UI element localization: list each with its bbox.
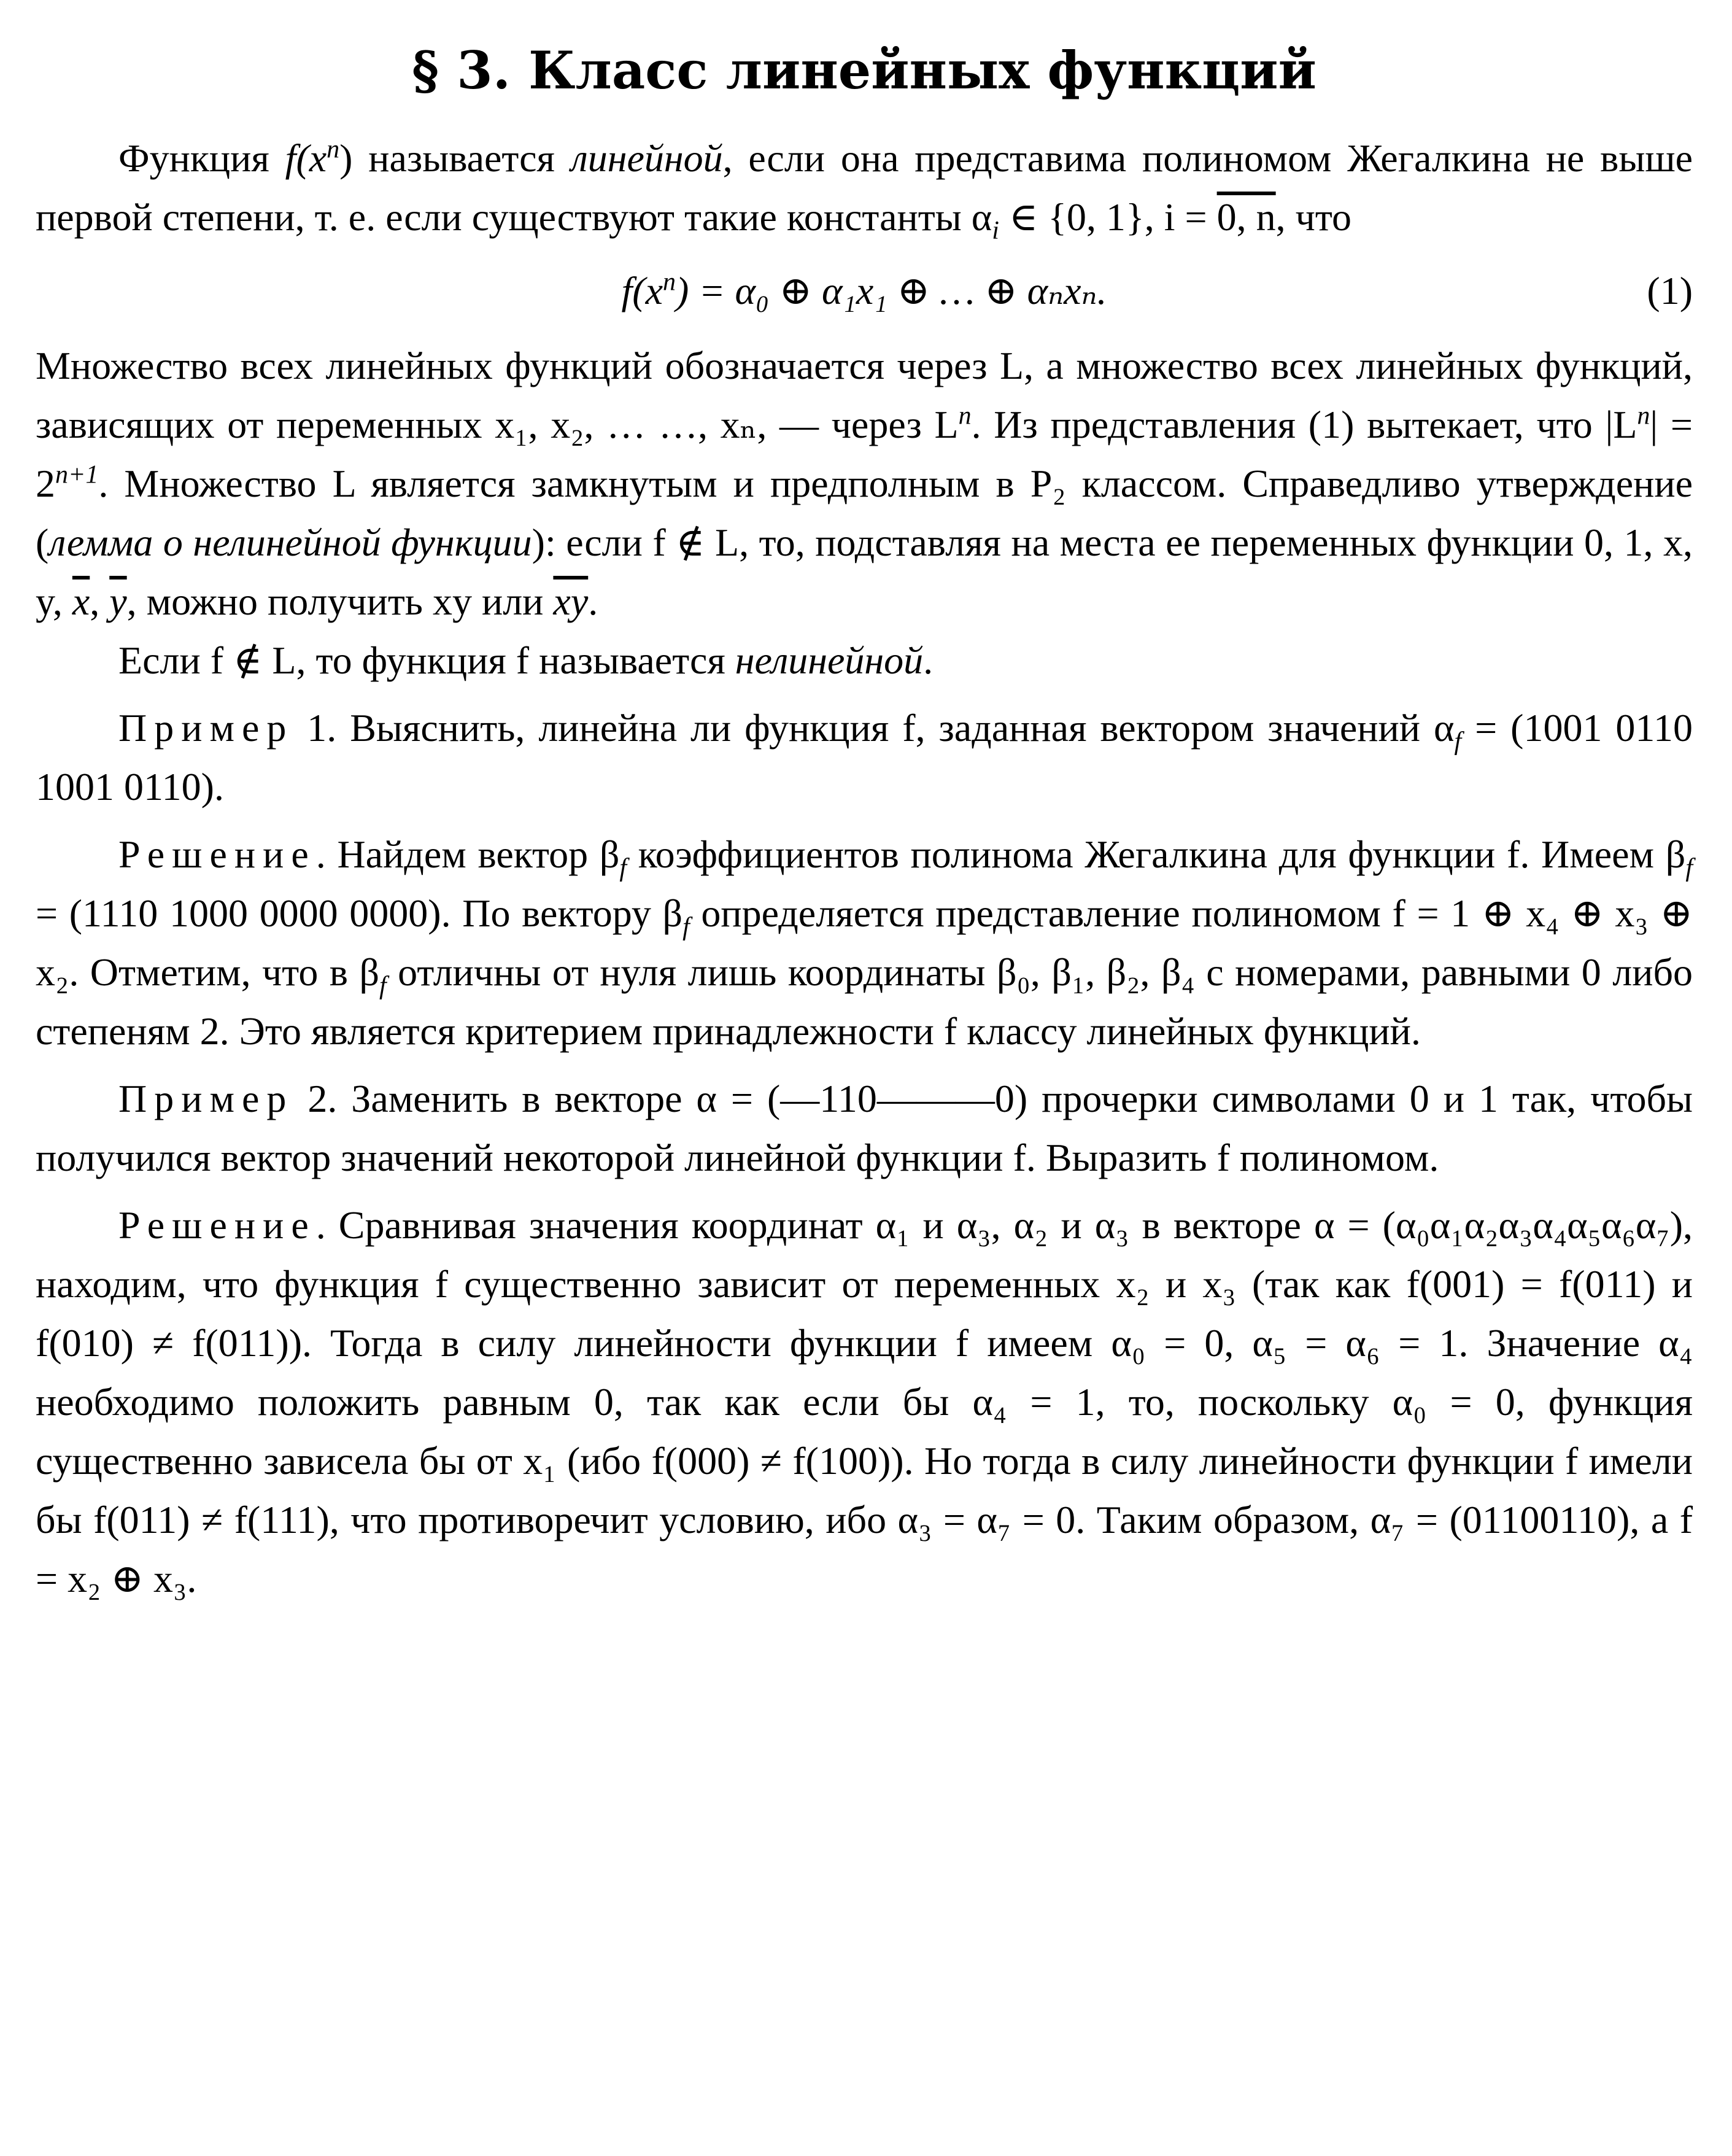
solution-2: Решение. Сравнивая значения координат α₁ и α₃, α₂ и α₃ в векторе α = (α₀α₁α₂α₃α₄α₅α₆α₇), находим, что функция f существенно зависит от переменных x₂ и x₃ (так как f(001) = f(011) и f(010) ≠ f(011)). Тогда в силу линейности функции f имеем α₀ = 0, α₅ = α₆ = 1. Значение α₄ необходимо положить равным 0, так как если бы α₄ = 1, то, поскольку α₀ = 0, функция существенно зависела бы от x₁ (ибо f(000) ≠ f(100)). Но тогда в силу линейности функции f имели бы f(011) ≠ f(111), что противоречит условию, ибо α₃ = α₇ = 0. Таким образом, α₇ = (01100110), а f = x₂ ⊕ x₃. xyxy=(36,1203,1693,1600)
paragraph-set-l: Множество всех линейных функций обозначается через L, а множество всех линейных функций, зависящих от переменных x₁, x₂, … …, xₙ, — через $L^n$. Из представления (1) вытекает, что $|L^n| = 2^{n+1}$. Множество L является замкнутым и предполным в P₂ классом. Справедливо утверждение (лемма о нелинейной функции): если f ∉ L, то, подставляя на места ее переменных функции 0, 1, x, y, $\overline{x}$, $\overline{y}$, можно получить xy или $\overline{xy}$. xyxy=(36,344,1693,623)
section-title: § 3. Класс линейных функций xyxy=(412,40,1316,101)
example-1: Пример 1. Выяснить, линейна ли функция f, заданная вектором значений $\alpha_f = (1001$ 0110 1001 0110). xyxy=(36,706,1693,808)
paragraph-definition: Функция $f(x^n)$ называется линейной, если она представима полиномом Жегалкина не выше первой степени, т. е. если существуют такие константы $\alpha_i$ ∈ {0, 1}, i = 0, n, что xyxy=(36,135,1693,245)
example-2: Пример 2. Заменить в векторе α = (—110———0) прочерки символами 0 и 1 так, чтобы получился вектор значений некоторой линейной функции f. Выразить f полиномом. xyxy=(36,1077,1693,1179)
equation-number: (1) xyxy=(1647,269,1693,312)
solution-1: Решение. Найдем вектор $\beta_f$ коэффициентов полинома Жегалкина для функции f. Имеем $\beta_f = (1110$ 1000 0000 0000). По вектору $\beta_f$ определяется представление полиномом f = 1 ⊕ x₄ ⊕ x₃ ⊕ x₂. Отметим, что в $\beta_f$ отличны от нуля лишь координаты β₀, β₁, β₂, β₄ с номерами, равными 0 либо степеням 2. Это является критерием принадлежности f классу линейных функций. xyxy=(36,832,1693,1053)
formula-1: $f(x^n) = \alpha_0$ ⊕ α₁x₁ ⊕ … ⊕ αₙxₙ. (1) xyxy=(36,262,1693,320)
page xyxy=(36,37,1693,1608)
paragraph-nonlinear: Если f ∉ L, то функция f называется нелинейной. xyxy=(118,638,934,682)
